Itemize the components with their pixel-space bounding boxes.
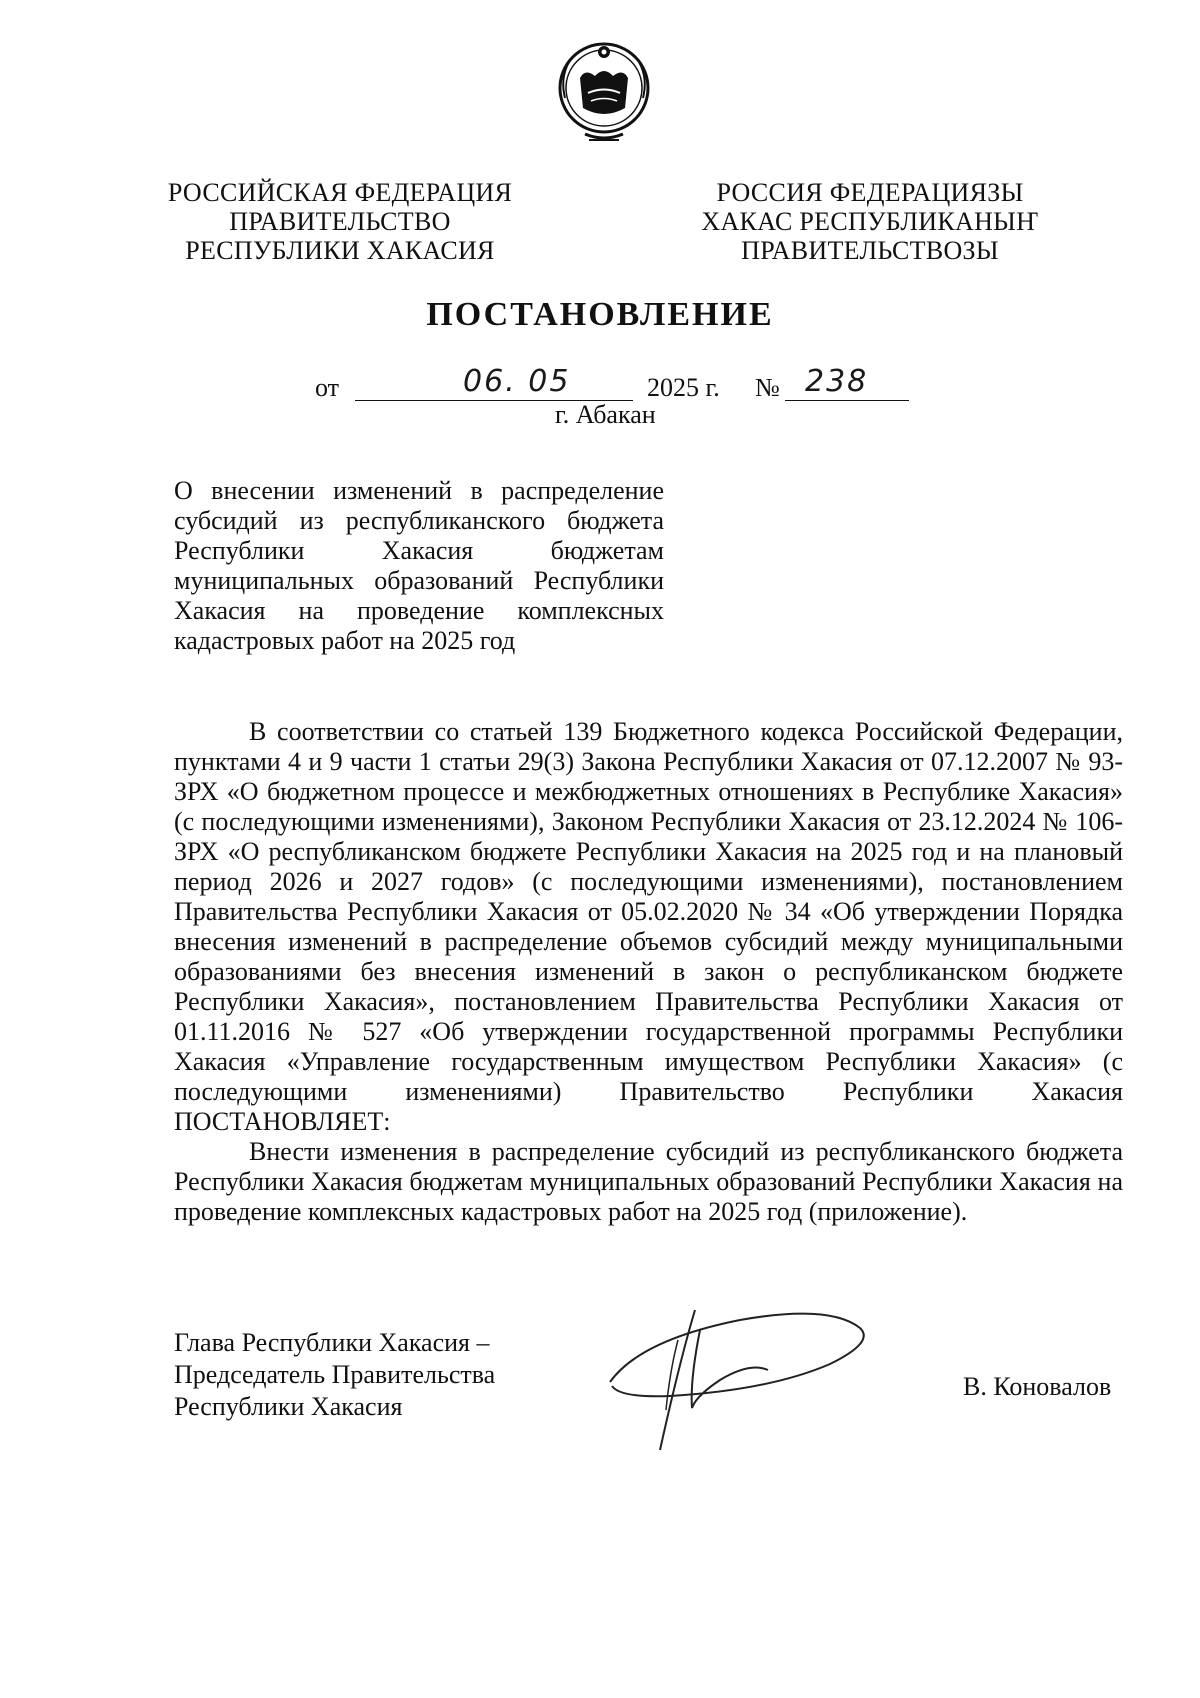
header-left-line: РОССИЙСКАЯ ФЕДЕРАЦИЯ	[167, 178, 513, 207]
subject-line: Хакасия на проведение комплексных	[174, 596, 664, 625]
number-handwritten: 238	[805, 364, 869, 399]
date-handwritten: 06. 05	[463, 364, 571, 399]
subject-line: кадастровых работ на 2025 год	[174, 626, 516, 655]
document-title: ПОСТАНОВЛЕНИЕ	[426, 296, 774, 333]
signatory-position-line: Республики Хакасия	[174, 1392, 403, 1421]
handwritten-signature-icon	[600, 1300, 900, 1460]
subject-block	[174, 476, 664, 656]
body-text	[174, 717, 1123, 1227]
signatory-position-line: Председатель Правительства	[174, 1360, 496, 1389]
date-prefix: от	[315, 373, 340, 402]
year-label: 2025 г.	[647, 373, 720, 402]
header-right-line: РОССИЯ ФЕДЕРАЦИЯЗЫ	[716, 178, 1024, 207]
subject-line: муниципальных образований Республики	[174, 566, 664, 595]
header-right-line: ХАКАС РЕСПУБЛИКАНЫҤ	[701, 207, 1039, 236]
body-paragraph: Внести изменения в распределение субсидий из республиканского бюджета Республики Хакасия бюджетам муниципальных образований Республики Хакасия на проведение комплексных кадастровых работ на 2025 год (приложение).	[174, 1137, 1123, 1226]
city-label: г. Абакан	[555, 400, 656, 429]
subject-line: Республики Хакасия бюджетам	[174, 536, 664, 565]
subject-line: О внесении изменений в распределение	[174, 476, 664, 505]
header-left-line: ПРАВИТЕЛЬСТВО	[229, 207, 451, 236]
number-underline	[785, 400, 909, 401]
signatory-position-line: Глава Республики Хакасия –	[174, 1328, 490, 1357]
header-left	[160, 178, 520, 265]
coat-of-arms-icon	[555, 38, 653, 146]
header-left-line: РЕСПУБЛИКИ ХАКАСИЯ	[185, 236, 495, 265]
number-sign: №	[755, 373, 780, 402]
signatory-position	[174, 1327, 495, 1423]
header-right	[690, 178, 1050, 265]
subject-line: субсидий из республиканского бюджета	[174, 506, 664, 535]
body-paragraph: В соответствии со статьей 139 Бюджетного кодекса Российской Федерации, пунктами 4 и 9 части 1 статьи 29(3) Закона Республики Хакасия от 07.12.2007 № 93-ЗРХ «О бюджетном процессе и межбюджетных отношениях в Республике Хакасия» (с последующими изменениями), Законом Республики Хакасия от 23.12.2024 № 106-ЗРХ «О республиканском бюджете Республики Хакасия на 2025 год и на плановый период 2026 и 2027 годов» (с последующими изменениями), постановлением Правительства Республики Хакасия от 05.02.2020 № 34 «Об утверждении Порядка внесения изменений в распределение объемов субсидий между муниципальными образованиями без внесения изменений в закон о республиканском бюджете Республики Хакасия», постановлением Правительства Республики Хакасия от 01.11.2016 № 527 «Об утверждении государственной программы Республики Хакасия «Управление государственным имуществом Республики Хакасия» (с последующими изменениями) Правительство Республики Хакасия ПОСТАНОВЛЯЕТ:	[174, 717, 1123, 1136]
header-right-line: ПРАВИТЕЛЬСТВОЗЫ	[741, 236, 999, 265]
signatory-name: В. Коновалов	[963, 1372, 1112, 1401]
